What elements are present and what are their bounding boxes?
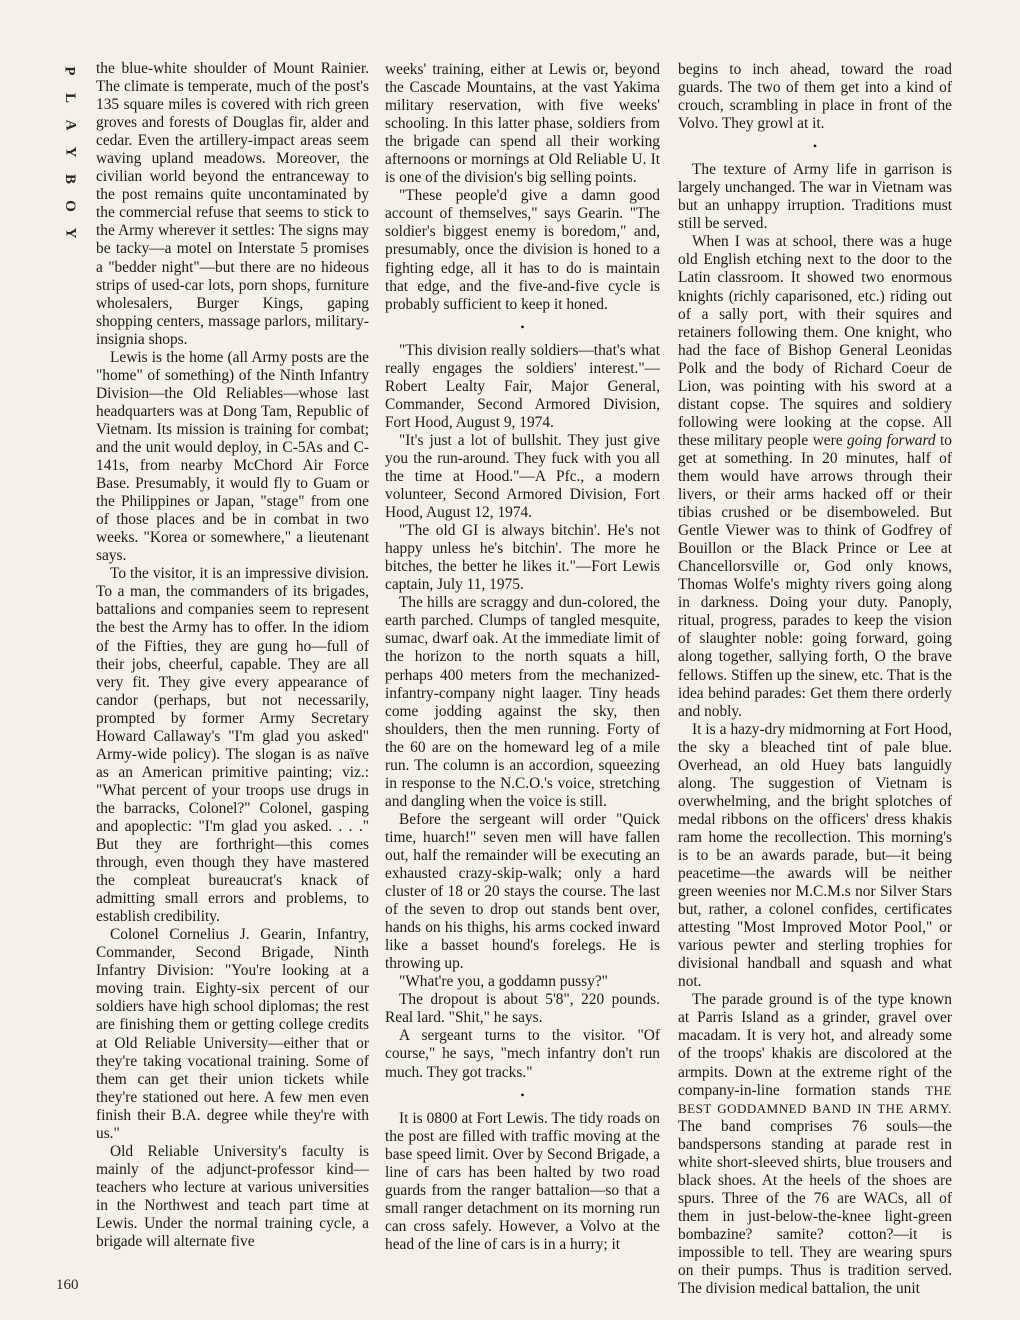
paragraph: Before the sergeant will order "Quick time, huarch!" seven men will have fallen out, half the remainder will be executing an exhausted crazy-skip-walk; only a hard cluster of 18 or 20 stays the course. The last of the seven to drop out stands bent over, hands on his thighs, his arms cocked inward like a basset hound's forelegs. He is throwing up. — [385, 810, 660, 973]
section-bullet: • — [812, 139, 818, 154]
page-number: 160 — [56, 1277, 79, 1293]
paragraph: "What're you, a goddamn pussy?" — [399, 973, 608, 991]
paragraph: Colonel Cornelius J. Gearin, Infantry, Commander, Second Brigade, Ninth Infantry Division: "You're looking at a moving train. Eighty-six percent of our soldiers have high school diplomas; the rest are finishing them or getting college credits at Old Reliable University—either that or they're taking vocational training. Some of them can get their union tickets while they're stationed out here. A few men even finish their B.A. degree while they're with us." — [96, 926, 369, 1142]
masthead-letter: B — [61, 173, 78, 185]
emphasis-text: going forward — [847, 431, 936, 449]
masthead-letter: A — [62, 119, 78, 131]
paragraph: begins to inch ahead, toward the road guards. The two of them get into a kind of crouch, scrambling in place in front of the Volvo. They growl at it. — [678, 61, 952, 133]
column-2 — [385, 61, 660, 1254]
paragraph: To the visitor, it is an impressive division. To a man, the commanders of its brigades, battalions and companies seem to represent the best the Army has to offer. In the idiom of the Fifties, they are gung ho—full of their jobs, cheerful, capable. They are all very fit. They give every appearance of candor (perhaps, but not necessarily, prompted by former Army Secretary Howard Callaway's "I'm glad you asked" Army-wide policy). The slogan is as naïve as an American primitive painting; viz.: "What percent of your troops use drugs in the barracks, Colonel?" Colonel, gasping and apoplectic: "I'm glad you asked. . . ." But they are forthright—this comes through, even though they have mastered the compleat bureaucrat's knack of admitting small errors and problems, to establish credibility. — [96, 565, 369, 926]
paragraph: Lewis is the home (all Army posts are the "home" of something) of the Ninth Infantry Division—the Old Reliables—whose last headquarters was at Dong Tam, Republic of Vietnam. Its mission is training for combat; and the unit would deploy, in C-5As and C-141s, from nearby McChord Air Force Base. Presumably, it would fly to Guam or the Philippines or Japan, "stage" from one of those places and be in combat in two weeks. "Korea or somewhere," a lieutenant says. — [96, 348, 369, 565]
paragraph-text: The band comprises 76 souls—the bandspersons standing at parade rest in white short-sleeved shirts, blue trousers and black shoes. At the heels of the shoes are spurs. Three of the 76 are WACs, all of them in just-below-the-knee light-green bombazine? samite? cotton?—it is impossible to tell. They are wearing spurs on their pumps. Thus is tradition served. The division medical battalion, the unit — [678, 1117, 952, 1298]
paragraph-text: to get at something. In 20 minutes, half of them would have arrows through their livers, or their arms hacked off or their tibias crushed or be disemboweled. But Gentle Viewer was to think of Godfrey of Bouillon or the Black Prince or Lee at Chancellorsville or, God only knows, Thomas Wolfe's mighty rivers going along in darkness. Doing your duty. Panoply, ritual, progress, parades to keep the vision of slaughter noble: going forward, going along together, sallying forth, O the brave fellows. Stiffen up the sinew, etc. That is the idea behind parades: Get them there orderly and nobly. — [678, 431, 952, 720]
paragraph: "The old GI is always bitchin'. He's not happy unless he's bitchin'. The more he bitches, the better he likes it."—Fort Lewis captain, July 11, 1975. — [385, 522, 660, 594]
paragraph-text: The parade ground is of the type known at Parris Island as a grinder, gravel over macadam. It is very hot, and already some of the troops' khakis are discolored at the armpits. Down at the extreme right of the company-in-line formation stands — [678, 991, 952, 1099]
masthead-letter: L — [61, 92, 78, 104]
paragraph: A sergeant turns to the visitor. "Of course," he says, "mech infantry don't run much. They got tracks." — [385, 1027, 660, 1081]
paragraph: "This division really soldiers—that's what really engages the soldiers' interest."—Robert Lealty Fair, Major General, Commander, Second Armored Division, Fort Hood, August 9, 1974. — [385, 341, 660, 431]
paragraph-text: When I was at school, there was a huge old English etching next to the door to the Latin classroom. It showed two enormous knights (richly caparisoned, etc.) riding out of a sally port, with their squires and retainers following them. One knight, who had the face of Bishop General Leonidas Polk and the body of Richard Coeur de Lion, was pointing with his sword at a distant copse. The squires and soldiery following were looking at the copse. All these military people were — [678, 233, 952, 449]
masthead-vertical — [58, 64, 82, 240]
band-name-smallcaps: THE BEST GODDAMNED BAND IN THE ARMY. — [678, 1082, 952, 1116]
paragraph — [678, 991, 952, 1298]
masthead-letter: P — [61, 66, 78, 76]
paragraph: It is 0800 at Fort Lewis. The tidy roads on the post are filled with traffic moving at the base speed limit. Over by Second Brigade, a line of cars has been halted by two road guards from the ranger battalion—so that a small ranger detachment on its morning run can cross safely. However, a Volvo at the head of the line of cars is in a hurry; it — [385, 1109, 660, 1253]
paragraph: the blue-white shoulder of Mount Rainier. The climate is temperate, much of the post's 135 square miles is covered with rich green groves and forests of Douglas fir, alder and cedar. Even the artillery-impact areas seem waving upland meadows. Moreover, the civilian world beyond the entranceway to the post remains quite uncontaminated by the commercial refuse that seems to stick to the Army wherever it settles: The signs may be tacky—a motel on Interstate 5 promises a "bedder night"—but there are no hideous strips of used-car lots, porn shops, furniture wholesalers, Burger Kings, gaping shopping centers, massage parlors, military-insignia shops. — [96, 60, 369, 348]
section-bullet: • — [520, 319, 525, 334]
paragraph: "It's just a lot of bullshit. They just give you the run-around. They fuck with you all the time at Hood."—A Pfc., a modern volunteer, Second Armored Division, Fort Hood, August 12, 1974. — [385, 431, 660, 522]
column-1 — [96, 60, 369, 1251]
paragraph: The hills are scraggy and dun-colored, the earth parched. Clumps of tangled mesquite, sumac, dwarf oak. At the immediate limit of the horizon to the north squats a hill, perhaps 400 meters from the mechanized-infantry-company night laager. Tiny heads come jodding against the sky, then shoulders, then the men running. Forty of the 60 are on the homeward leg of a mile run. The column is an accordion, squeezing in response to the N.C.O.'s voice, stretching and dangling when the voice is still. — [385, 594, 660, 810]
section-bullet: • — [520, 1087, 525, 1102]
masthead-letter: O — [61, 200, 78, 212]
column-3 — [678, 61, 952, 1298]
paragraph: weeks' training, either at Lewis or, beyond the Cascade Mountains, at the vast Yakima military reservation, with five weeks' schooling. In this latter phase, soldiers from the brigade can spend all their working afternoons or mornings at Old Reliable U. It is one of the division's big selling points. — [385, 61, 660, 187]
paragraph: It is a hazy-dry midmorning at Fort Hood, the sky a bleached tint of pale blue. Overhead, an old Huey bats languidly along. The suggestion of Vietnam is overwhelming, and the bright splotches of medal ribbons on the officers' dress khakis ram home the recollection. This morning's is to be an awards parade, but—it being peacetime—the awards will be neither green weenies nor M.C.M.s nor Silver Stars but, rather, a colonel confides, certificates attesting "Most Improved Motor Pool," or various pewter and sterling trophies for divisional handball and squash and what not. — [678, 720, 952, 991]
paragraph: The texture of Army life in garrison is largely unchanged. The war in Vietnam was but an unhappy irruption. Traditions must still be served. — [678, 161, 952, 233]
paragraph: The dropout is about 5'8", 220 pounds. Real lard. "Shit," he says. — [385, 991, 660, 1027]
paragraph: "These people'd give a damn good account of themselves," says Gearin. "The soldier's biggest enemy is boredom," and, presumably, once the division is honed to a fighting edge, all it has to do is maintain that edge, and the five-and-five cycle is probably sufficient to keep it honed. — [385, 187, 660, 313]
paragraph — [678, 233, 952, 720]
masthead-letter: Y — [62, 227, 78, 239]
paragraph: Old Reliable University's faculty is mainly of the adjunct-professor kind—teachers who lecture at various universities in the Northwest and teach part time at Lewis. Under the normal training cycle, a brigade will alternate five — [96, 1142, 369, 1251]
masthead-letter: Y — [62, 146, 78, 158]
